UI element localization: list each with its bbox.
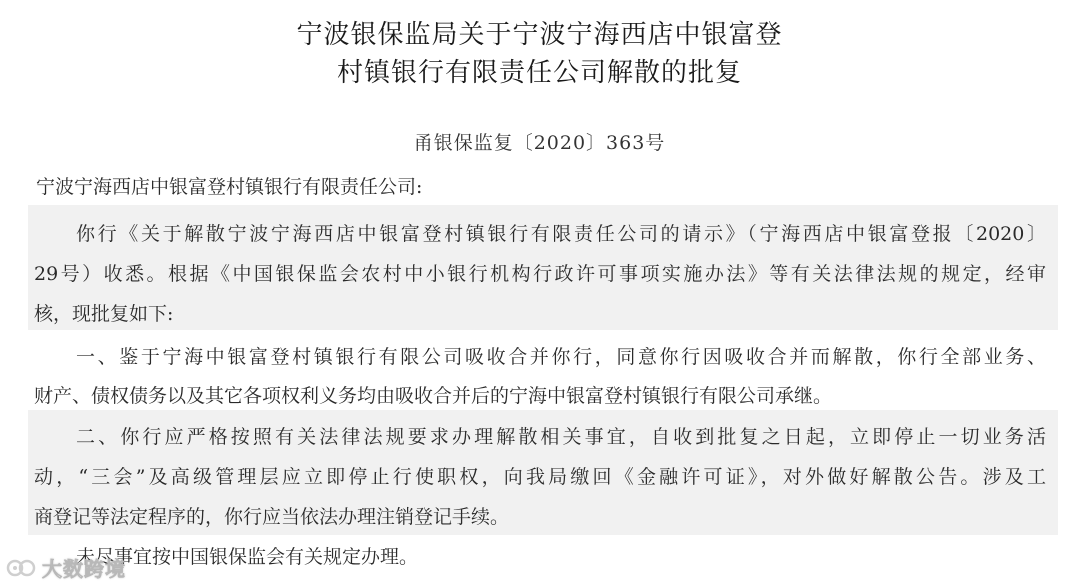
- addressee: 宁波宁海西店中银富登村镇银行有限责任公司:: [36, 176, 423, 198]
- watermark-text: 大数跨境: [42, 557, 126, 581]
- paragraph-3-line-1: 二、你行应严格按照有关法律法规要求办理解散相关事宜，自收到批复之日起，立即停止一切业务活: [76, 426, 1046, 448]
- paragraph-1-line-3: 核，现批复如下:: [34, 303, 174, 325]
- paragraph-2-line-2: 财产、债权债务以及其它各项权利义务均由吸收合并后的宁海中银富登村镇银行有限公司承继。: [34, 385, 833, 407]
- document-title-line-2: 村镇银行有限责任公司解散的批复: [336, 58, 742, 88]
- document-number: 甬银保监复〔2020〕363号: [413, 132, 666, 154]
- paragraph-3-line-3: 商登记等法定程序的，你行应当依法办理注销登记手续。: [34, 506, 510, 528]
- watermark: [6, 553, 126, 582]
- paragraph-2-line-1: 一、鉴于宁海中银富登村镇银行有限公司吸收合并你行，同意你行因吸收合并而解散，你行全部业务、: [76, 346, 1046, 368]
- paragraph-1-line-1: 你行《关于解散宁波宁海西店中银富登村镇银行有限责任公司的请示》（宁海西店中银富登报〔2020〕: [76, 223, 1046, 245]
- document-title-line-1: 宁波银保监局关于宁波宁海西店中银富登: [296, 20, 783, 50]
- paragraph-1-line-2: 29号）收悉。根据《中国银保监会农村中小银行机构行政许可事项实施办法》等有关法律法规的规定，经审: [34, 263, 1046, 285]
- paragraph-3-line-2: 动，“三会”及高级管理层应立即停止行使职权，向我局缴回《金融许可证》，对外做好解散公告。涉及工: [34, 466, 1046, 488]
- bigdata-logo-icon: [6, 556, 36, 580]
- paragraph-4-line-1: 未尽事宜按中国银保监会有关规定办理。: [76, 546, 419, 568]
